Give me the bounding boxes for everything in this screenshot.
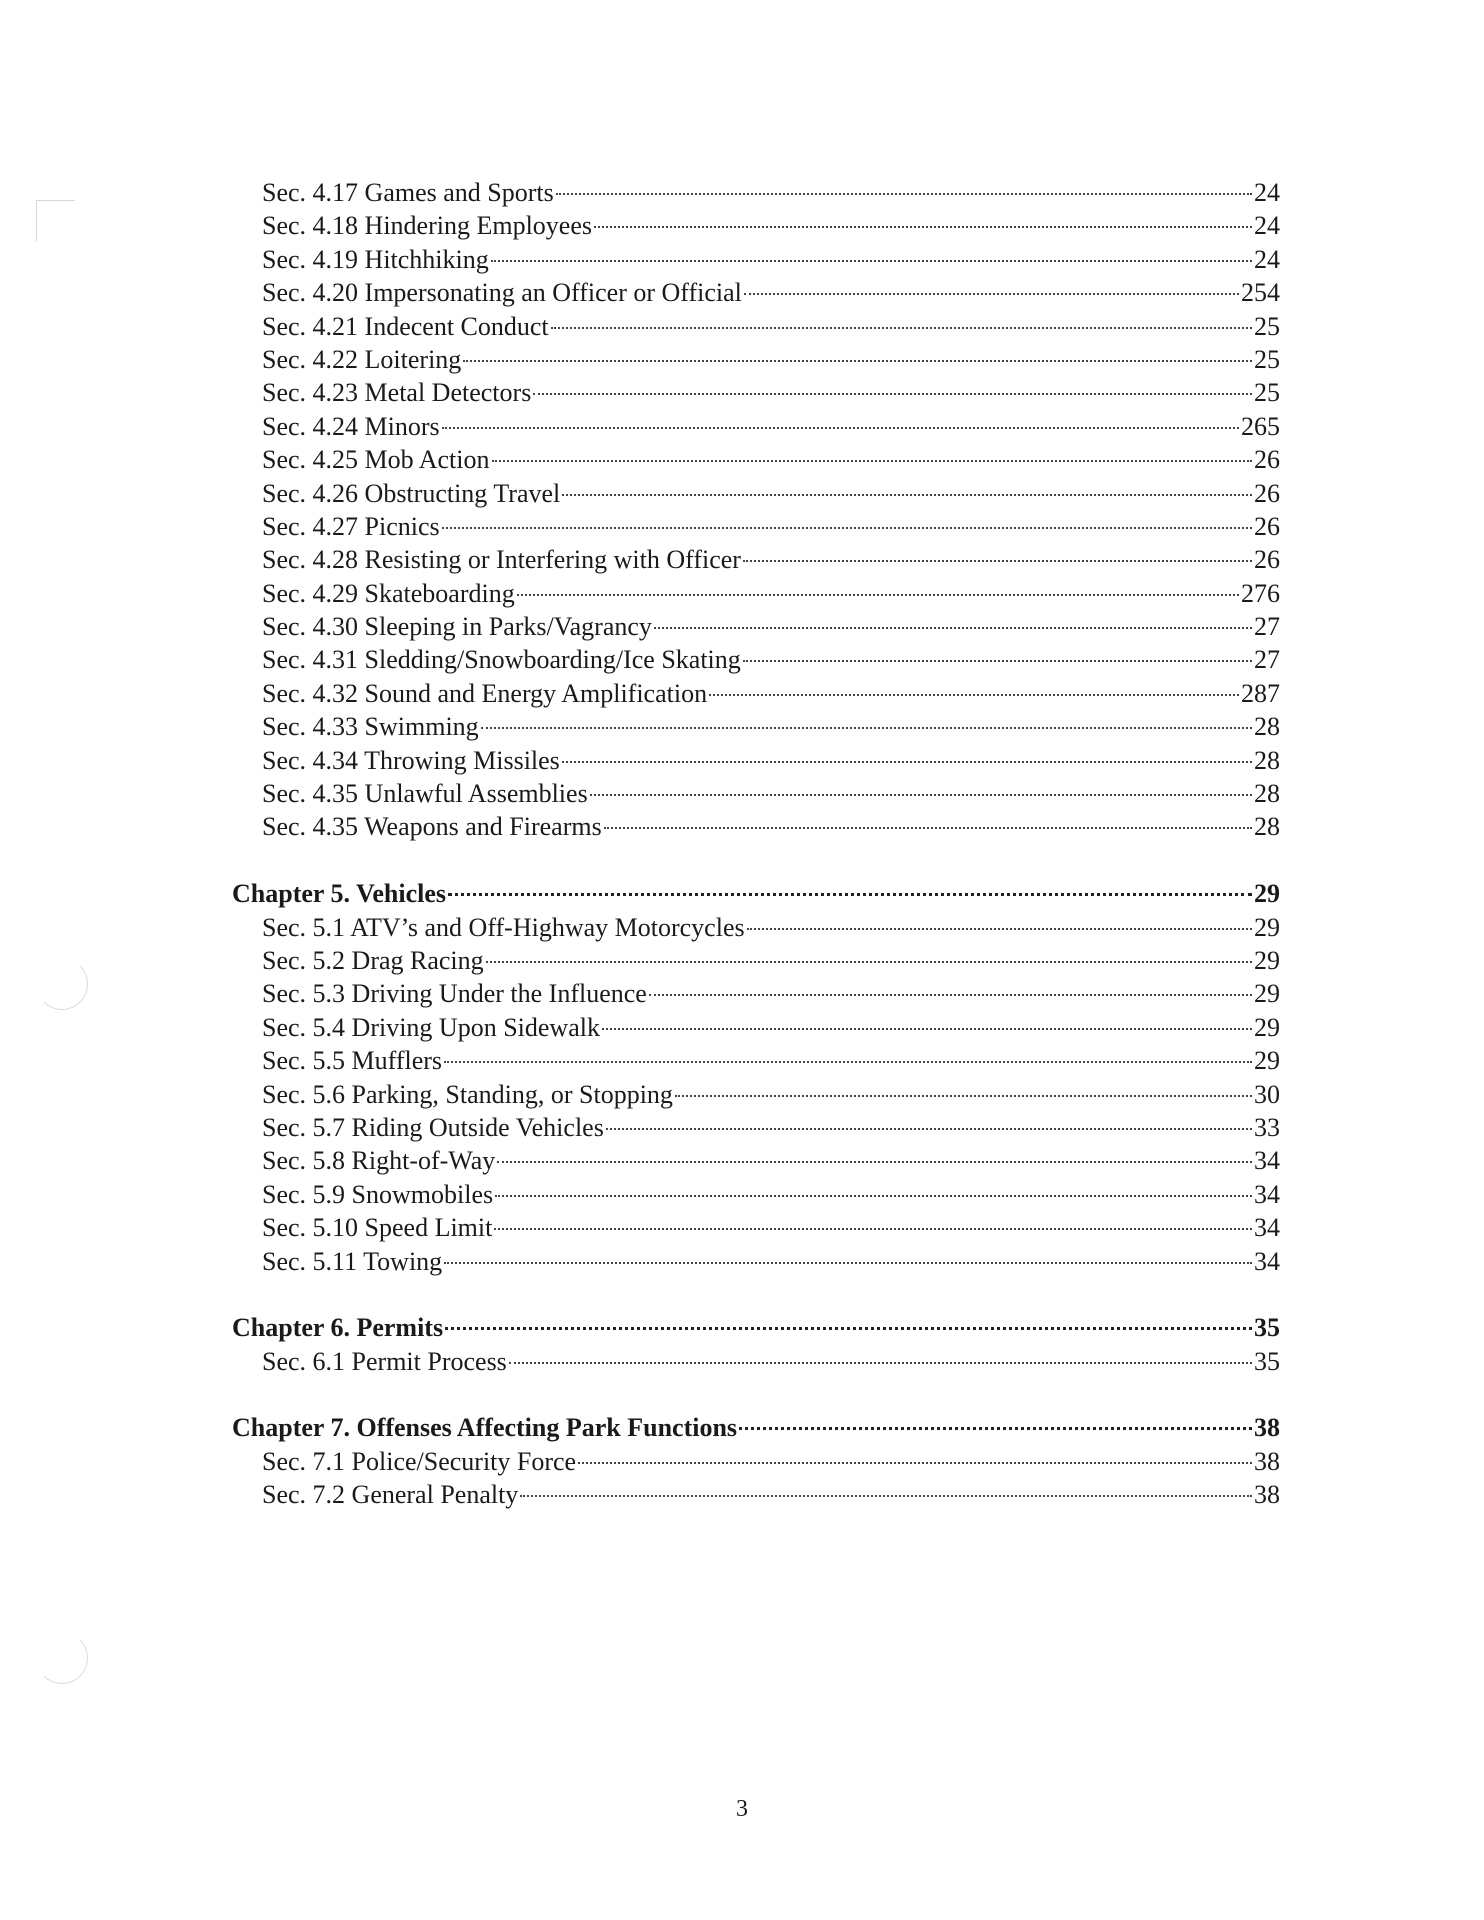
toc-entry-title: Sec. 4.34 Throwing Missiles — [262, 745, 560, 775]
toc-entry-title: Sec. 4.28 Resisting or Interfering with Officer — [262, 545, 741, 575]
toc-entry-page: 25 — [1254, 344, 1280, 374]
toc-entry-page: 276 — [1241, 578, 1280, 608]
toc-entry-title: Sec. 4.25 Mob Action — [262, 445, 490, 475]
dot-leader — [606, 1128, 1252, 1130]
dot-leader — [491, 260, 1252, 262]
toc-entry-title: Sec. 4.18 Hindering Employees — [262, 211, 592, 241]
toc-entry-title: Sec. 4.27 Picnics — [262, 511, 440, 541]
toc-entry-title: Sec. 4.30 Sleeping in Parks/Vagrancy — [262, 612, 652, 642]
toc-entry-title: Sec. 5.3 Driving Under the Influence — [262, 979, 647, 1009]
dot-leader — [709, 694, 1239, 696]
dot-leader — [509, 1362, 1252, 1364]
dot-leader — [604, 827, 1252, 829]
toc-section-entry — [232, 477, 1280, 510]
toc-section-entry — [232, 1111, 1280, 1144]
toc-entry-title: Sec. 4.23 Metal Detectors — [262, 378, 532, 408]
toc-entry-title: Sec. 4.33 Swimming — [262, 712, 479, 742]
dot-leader — [562, 494, 1252, 496]
toc-entry-page: 38 — [1254, 1413, 1280, 1443]
toc-section-entry — [232, 543, 1280, 576]
toc-entry-title: Sec. 4.31 Sledding/Snowboarding/Ice Skating — [262, 645, 741, 675]
toc-entry-title: Sec. 5.11 Towing — [262, 1246, 443, 1276]
toc-entry-page: 24 — [1254, 178, 1280, 207]
toc-entry-page: 29 — [1254, 945, 1280, 975]
dot-leader — [649, 994, 1252, 996]
toc-entry-title: Sec. 7.2 General Penalty — [262, 1480, 519, 1510]
dot-leader — [594, 226, 1252, 228]
toc-entry-page: 25 — [1254, 311, 1280, 341]
toc-entry-page: 26 — [1254, 478, 1280, 508]
dot-leader — [578, 1462, 1252, 1464]
toc-section-entry — [232, 1044, 1280, 1077]
toc-entry-title: Sec. 5.2 Drag Racing — [262, 945, 484, 975]
toc-section-entry — [232, 1345, 1280, 1378]
toc-section-entry — [232, 376, 1280, 409]
toc-section-entry — [232, 744, 1280, 777]
binder-hole-mark — [36, 958, 88, 1010]
toc-entry-title: Sec. 4.21 Indecent Conduct — [262, 311, 549, 341]
toc-entry-title: Sec. 4.17 Games and Sports — [262, 178, 554, 207]
toc-section-entry — [232, 510, 1280, 543]
toc-section-entry — [232, 176, 1280, 209]
toc-section-entry — [232, 911, 1280, 944]
toc-entry-title: Sec. 5.10 Speed Limit — [262, 1213, 493, 1243]
toc-entry-page: 26 — [1254, 445, 1280, 475]
toc-entry-title: Sec. 5.7 Riding Outside Vehicles — [262, 1112, 604, 1142]
dot-leader — [481, 727, 1252, 729]
toc-section-entry — [232, 1178, 1280, 1211]
toc-entry-page: 35 — [1254, 1346, 1280, 1376]
dot-leader — [444, 1262, 1252, 1264]
binder-hole-mark — [36, 1632, 88, 1684]
toc-section-entry — [232, 777, 1280, 810]
toc-entry-title: Sec. 4.22 Loitering — [262, 344, 462, 374]
toc-entry-page: 26 — [1254, 511, 1280, 541]
toc-entry-title: Sec. 4.19 Hitchhiking — [262, 244, 489, 274]
toc-entry-title: Sec. 7.1 Police/Security Force — [262, 1446, 577, 1476]
dot-leader — [743, 660, 1252, 662]
toc-entry-title: Chapter 6. Permits — [232, 1313, 444, 1343]
toc-entry-title: Sec. 4.29 Skateboarding — [262, 578, 515, 608]
toc-entry-page: 29 — [1254, 1012, 1280, 1042]
toc-section-entry — [232, 1478, 1280, 1511]
toc-section-entry — [232, 443, 1280, 476]
dot-leader — [602, 1028, 1252, 1030]
toc-section-entry — [232, 610, 1280, 643]
toc-entry-title: Sec. 4.24 Minors — [262, 411, 440, 441]
toc-chapter-entry — [232, 1311, 1280, 1344]
toc-entry-page: 28 — [1254, 779, 1280, 809]
toc-section-entry — [232, 710, 1280, 743]
toc-entry-page: 33 — [1254, 1112, 1280, 1142]
dot-leader — [517, 594, 1239, 596]
dot-leader — [743, 560, 1252, 562]
toc-entry-page: 29 — [1254, 879, 1280, 909]
dot-leader — [533, 393, 1252, 395]
toc-section-entry — [232, 410, 1280, 443]
dot-leader — [590, 794, 1252, 796]
toc-entry-page: 254 — [1241, 278, 1280, 308]
toc-entry-page: 29 — [1254, 912, 1280, 942]
toc-entry-page: 34 — [1254, 1179, 1280, 1209]
toc-entry-title: Sec. 5.4 Driving Upon Sidewalk — [262, 1012, 600, 1042]
toc-entry-page: 287 — [1241, 678, 1280, 708]
toc-entry-page: 34 — [1254, 1146, 1280, 1176]
toc-section-entry — [232, 310, 1280, 343]
toc-section-entry — [232, 243, 1280, 276]
toc-entry-title: Sec. 6.1 Permit Process — [262, 1346, 507, 1376]
dot-leader — [739, 1427, 1252, 1430]
toc-section-entry — [232, 343, 1280, 376]
toc-section-entry — [232, 677, 1280, 710]
dot-leader — [744, 293, 1239, 295]
dot-leader — [442, 427, 1239, 429]
toc-section-entry — [232, 276, 1280, 309]
toc-entry-page: 38 — [1254, 1446, 1280, 1476]
toc-entry-title: Sec. 5.1 ATV’s and Off-Highway Motorcycles — [262, 912, 745, 942]
dot-leader — [675, 1095, 1252, 1097]
table-of-contents — [232, 176, 1280, 1512]
toc-section-entry — [232, 1011, 1280, 1044]
toc-section-entry — [232, 944, 1280, 977]
toc-entry-page: 25 — [1254, 378, 1280, 408]
toc-section-entry — [232, 643, 1280, 676]
toc-section-entry — [232, 1144, 1280, 1177]
toc-section-entry — [232, 977, 1280, 1010]
dot-leader — [494, 1228, 1252, 1230]
toc-section-entry — [232, 1445, 1280, 1478]
toc-entry-title: Sec. 5.6 Parking, Standing, or Stopping — [262, 1079, 673, 1109]
toc-entry-title: Chapter 5. Vehicles — [232, 879, 447, 909]
dot-leader — [445, 1327, 1252, 1330]
dot-leader — [448, 893, 1252, 896]
toc-section-entry — [232, 1245, 1280, 1278]
dot-leader — [551, 327, 1252, 329]
toc-spacer — [232, 1378, 1280, 1411]
toc-section-entry — [232, 1211, 1280, 1244]
toc-spacer — [232, 1278, 1280, 1311]
scan-margin-mark — [36, 200, 75, 241]
toc-chapter-entry — [232, 1411, 1280, 1444]
dot-leader — [562, 761, 1252, 763]
dot-leader — [495, 1195, 1252, 1197]
toc-entry-page: 38 — [1254, 1480, 1280, 1510]
toc-entry-title: Sec. 4.35 Weapons and Firearms — [262, 812, 602, 842]
toc-entry-page: 28 — [1254, 712, 1280, 742]
toc-entry-title: Chapter 7. Offenses Affecting Park Functions — [232, 1413, 738, 1443]
toc-spacer — [232, 844, 1280, 877]
toc-section-entry — [232, 577, 1280, 610]
dot-leader — [747, 928, 1252, 930]
toc-chapter-entry — [232, 877, 1280, 910]
page-number: 3 — [736, 1796, 748, 1822]
toc-entry-title: Sec. 5.9 Snowmobiles — [262, 1179, 494, 1209]
toc-section-entry — [232, 810, 1280, 843]
toc-entry-page: 27 — [1254, 645, 1280, 675]
toc-entry-title: Sec. 4.32 Sound and Energy Amplification — [262, 678, 708, 708]
toc-entry-title: Sec. 5.8 Right-of-Way — [262, 1146, 496, 1176]
dot-leader — [654, 627, 1252, 629]
toc-entry-page: 30 — [1254, 1079, 1280, 1109]
toc-entry-title: Sec. 4.26 Obstructing Travel — [262, 478, 561, 508]
dot-leader — [520, 1495, 1252, 1497]
dot-leader — [444, 1061, 1252, 1063]
dot-leader — [497, 1161, 1252, 1163]
dot-leader — [486, 961, 1252, 963]
toc-entry-page: 29 — [1254, 979, 1280, 1009]
toc-entry-page: 29 — [1254, 1046, 1280, 1076]
toc-section-entry — [232, 1078, 1280, 1111]
toc-entry-title: Sec. 4.35 Unlawful Assemblies — [262, 779, 588, 809]
toc-entry-page: 28 — [1254, 812, 1280, 842]
toc-entry-title: Sec. 4.20 Impersonating an Officer or Official — [262, 278, 742, 308]
toc-entry-page: 24 — [1254, 244, 1280, 274]
toc-entry-page: 34 — [1254, 1246, 1280, 1276]
toc-entry-page: 34 — [1254, 1213, 1280, 1243]
toc-entry-page: 26 — [1254, 545, 1280, 575]
dot-leader — [463, 360, 1252, 362]
dot-leader — [556, 193, 1252, 195]
toc-entry-title: Sec. 5.5 Mufflers — [262, 1046, 443, 1076]
toc-entry-page: 35 — [1254, 1313, 1280, 1343]
toc-section-entry — [232, 209, 1280, 242]
toc-entry-page: 265 — [1241, 411, 1280, 441]
toc-entry-page: 24 — [1254, 211, 1280, 241]
toc-entry-page: 27 — [1254, 612, 1280, 642]
dot-leader — [492, 460, 1253, 462]
toc-entry-page: 28 — [1254, 745, 1280, 775]
dot-leader — [442, 527, 1252, 529]
